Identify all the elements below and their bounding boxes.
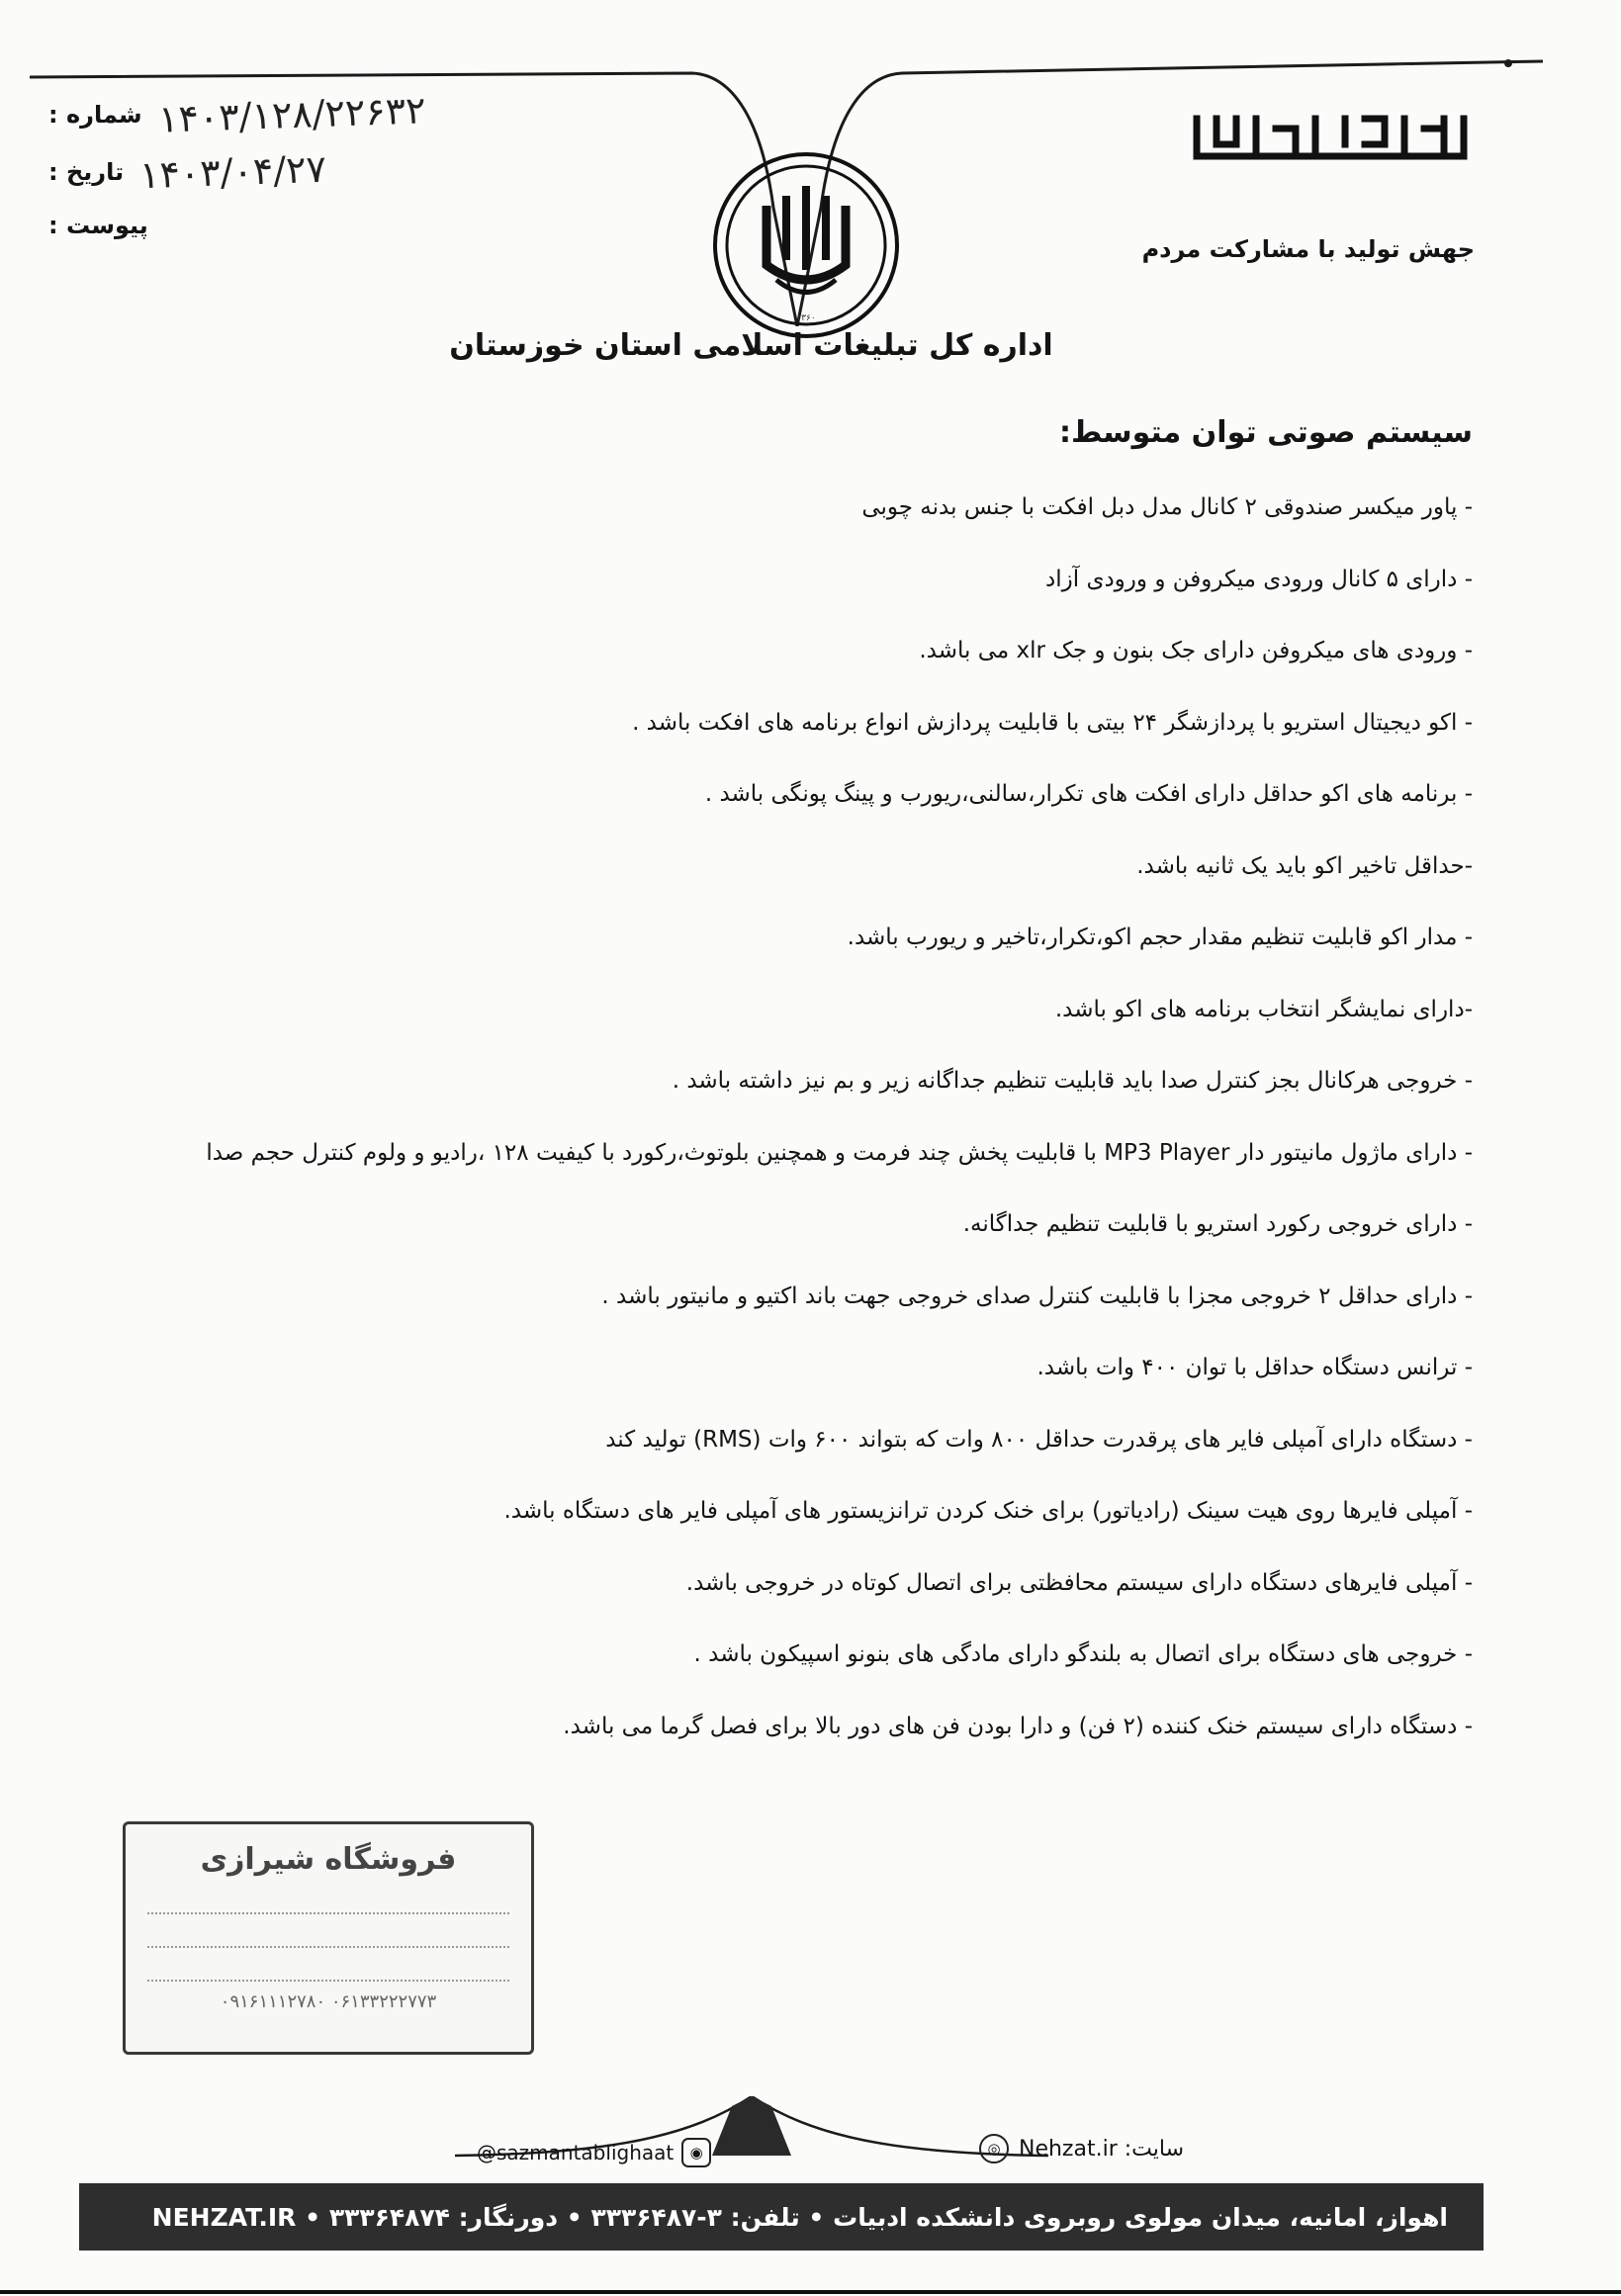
svg-text:—: — <box>1395 54 1410 73</box>
spec-list <box>0 492 1473 1783</box>
letter-number-value: ۱۴۰۳/۱۲۸/۲۲۶۳۲ <box>156 88 426 141</box>
spec-item: - دارای حداقل ۲ خروجی مجزا با قابلیت کنترل صدای خروجی جهت باند اکتیو و مانیتور باشد . <box>601 1282 1473 1309</box>
spec-item: - برنامه های اکو حداقل دارای افکت های تکرار،سالنی،ریورب و پینگ پونگی باشد . <box>704 781 1473 807</box>
stamp-line <box>147 1920 509 1948</box>
spec-item: - دارای ۵ کانال ورودی میکروفن و ورودی آزاد <box>1045 566 1473 592</box>
spec-item: -حداقل تاخیر اکو باید یک ثانیه باشد. <box>1136 852 1473 879</box>
stamp-line <box>147 1954 509 1982</box>
organization-title <box>0 328 1621 363</box>
footer-site <box>979 2134 1184 2164</box>
spec-item: - خروجی های دستگاه برای اتصال به بلندگو دارای مادگی های بنونو اسپیکون باشد . <box>693 1641 1473 1667</box>
spec-item: - آمپلی فایرها روی هیت سینک (رادیاتور) برای خنک کردن ترانزیستور های آمپلی فایر های دستگاه باشد. <box>503 1498 1473 1524</box>
spec-item: - اکو دیجیتال استریو با پردازشگر ۲۴ بیتی با قابلیت پردازش انواع برنامه های افکت باشد . <box>632 709 1473 736</box>
footer-instagram <box>477 2138 711 2167</box>
site-label[interactable]: سایت: Nehzat.ir <box>1019 2136 1185 2162</box>
globe-icon: ◎ <box>979 2134 1009 2164</box>
svg-text:۱۳۶۰: ۱۳۶۰ <box>796 313 816 323</box>
letter-date-value: ۱۴۰۳/۰۴/۲۷ <box>138 146 327 198</box>
section-heading: سیستم صوتی توان متوسط: <box>1058 415 1473 450</box>
slogan-text: جهش تولید با مشارکت مردم <box>1141 235 1475 263</box>
letter-attachment-label: پیوست : <box>48 212 148 239</box>
spec-item: - آمپلی فایرهای دستگاه دارای سیستم محافظتی برای اتصال کوتاه در خروجی باشد. <box>685 1569 1473 1596</box>
organization-title-text: اداره کل تبلیغات اسلامی استان خوزستان <box>449 328 1053 363</box>
footer-address: اهواز، امانیه، میدان مولوی روبروی دانشکده ادبیات • تلفن: ۳-۳۳۳۶۴۸۷ • دورنگار: ۳۳۳۶۴۸۷۴ • NEHZAT.IR <box>151 2202 1448 2232</box>
spec-item: - ورودی های میکروفن دارای جک بنون و جک xlr می باشد. <box>919 638 1473 663</box>
letter-date-label: تاریخ : <box>48 158 125 186</box>
letter-attachment-row <box>48 212 424 239</box>
spec-item: - دارای خروجی رکورد استریو با قابلیت تنظیم جداگانه. <box>962 1211 1473 1237</box>
letter-number-label: شماره : <box>48 101 142 129</box>
footer-address-bar <box>79 2183 1484 2251</box>
spec-item: - دستگاه دارای آمپلی فایر های پرقدرت حداقل ۸۰۰ وات که بتواند ۶۰۰ وات (RMS) تولید کند <box>605 1426 1473 1453</box>
stamp-line <box>147 1887 509 1914</box>
spec-item: - دارای ماژول مانیتور دار MP3 Player با قابلیت پخش چند فرمت و همچنین بلوتوث،رکورد با کیفیت ۱۲۸ ،رادیو و ولوم کنترل حجم صدا <box>206 1139 1473 1166</box>
instagram-handle[interactable]: @sazmantablighaat <box>477 2141 675 2164</box>
spec-item: - دستگاه دارای سیستم خنک کننده (۲ فن) و دارا بودن فن های دور بالا برای فصل گرما می باشد. <box>563 1713 1473 1739</box>
spec-item: - ترانس دستگاه حداقل با توان ۴۰۰ وات باشد. <box>1036 1355 1473 1380</box>
stamp-title: فروشگاه شیرازی <box>200 1842 457 1877</box>
letter-date-row <box>48 146 424 198</box>
basmala-calligraphy <box>1187 107 1474 166</box>
spec-item: - پاور میکسر صندوقی ۲ کانال مدل دبل افکت با جنس بدنه چوبی <box>861 494 1473 520</box>
spec-item: -دارای نمایشگر انتخاب برنامه های اکو باشد. <box>1054 996 1473 1022</box>
spec-item: - مدار اکو قابلیت تنظیم مقدار حجم اکو،تکرار،تاخیر و ریورب باشد. <box>847 925 1473 950</box>
stamp-phones: ۰۹۱۶۱۱۱۲۷۸۰ ۰۶۱۳۳۲۲۲۷۷۳ <box>220 1991 437 2012</box>
instagram-icon: ◉ <box>681 2138 711 2167</box>
tablighat-emblem-icon <box>707 146 905 344</box>
spec-item: - خروجی هرکانال بجز کنترل صدا باید قابلیت تنظیم جداگانه زیر و بم نیز داشته باشد . <box>672 1068 1473 1094</box>
vendor-stamp <box>123 1821 534 2055</box>
letter-number-row <box>48 88 426 141</box>
